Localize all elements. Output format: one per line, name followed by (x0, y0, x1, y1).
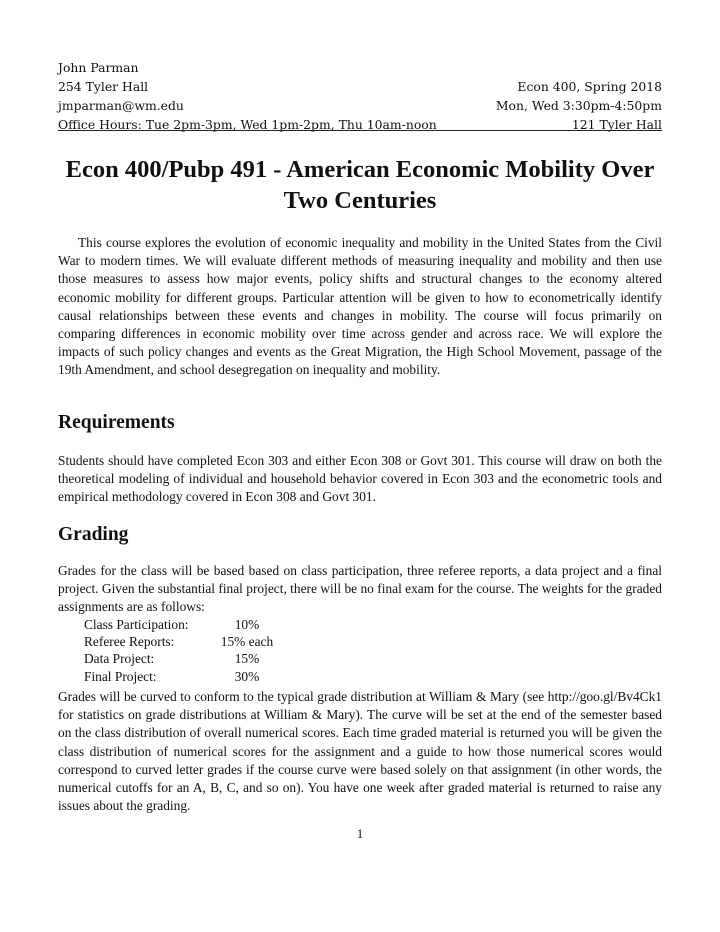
page-number: 1 (356, 826, 364, 841)
requirements-text: Students should have completed Econ 303 and either Econ 308 or Govt 301. This course will draw on both the theoretical modeling of individual and household behavior covered in Econ 303 and the econometric tools and empirical methodology covered in Econ 308 and Govt 301. (58, 453, 662, 505)
class-schedule: Mon, Wed 3:30pm-4:50pm (495, 98, 662, 113)
weight-label: Data Project: (84, 651, 155, 667)
requirements-heading: Requirements (58, 412, 175, 433)
curve-policy-text: Grades will be curved to conform to the typical grade distribution at William & Mary (see http://goo.gl/Bv4Ck1 for statistics on grade distributions at William & Mary). The curve will be set at the end of the semester based on the class distribution of overall numerical scores. Each time graded material is returned you will be given the class distribution of numerical scores for the assignment and a guide to how those numerical scores would correspond to curved letter grades if the course curve were based solely on that assignment (in other words, the numerical cutoffs for an A, B, C, and so on). You have one week after graded material is returned to raise any issues about the grading. (58, 689, 662, 814)
header-divider (58, 130, 662, 131)
grading-heading: Grading (58, 524, 129, 545)
grade-weight-row (84, 650, 282, 667)
weight-label: Referee Reports: (84, 634, 175, 650)
course-title: Econ 400/Pubp 491 - American Economic Mobility Over Two Centuries (65, 156, 655, 214)
header-row-3 (58, 96, 662, 115)
course-term: Econ 400, Spring 2018 (517, 79, 662, 94)
header-row-2 (58, 77, 662, 96)
weight-value: 15% (234, 651, 260, 667)
weight-value: 10% (234, 617, 260, 632)
grade-weights-list (84, 616, 282, 685)
instructor-email: jmparman@wm.edu (58, 98, 184, 113)
grade-weight-row (84, 633, 282, 650)
instructor-name: John Parman (58, 60, 139, 75)
weight-label: Class Participation: (84, 617, 189, 632)
grade-weight-row (84, 668, 282, 685)
course-description: This course explores the evolution of economic inequality and mobility in the United States from the Civil War to modern times. We will evaluate different methods of measuring inequality and mobility and then use those measures to assess how major events, policy shifts and structural changes to the economy altered economic mobility for different groups. Particular attention will be given to how to econometrically identify causal relationships between these events and changes in mobility. The course will focus primarily on comparing differences in economic mobility over time across gender and across race. We will explore the impacts of such policy changes and events as the Great Migration, the High School Movement, passage of the 19th Amendment, and school desegregation on inequality and mobility. (58, 235, 662, 378)
grade-weight-row (84, 616, 282, 633)
weight-value: 30% (234, 668, 260, 684)
office-hours: Office Hours: Tue 2pm-3pm, Wed 1pm-2pm, Thu 10am-noon (58, 117, 437, 132)
grading-text: Grades for the class will be based based on class participation, three referee reports, a data project and a final project. Given the substantial final project, there will be no final exam for the course. The weights for the graded assignments are as follows: (58, 563, 662, 615)
header-row-1 (58, 58, 662, 77)
weight-label: Final Project: (84, 668, 157, 684)
header-row-4 (58, 115, 662, 134)
office-location: 254 Tyler Hall (58, 79, 149, 94)
weight-value: 15% each (220, 634, 274, 650)
class-room: 121 Tyler Hall (571, 117, 662, 132)
header-block (58, 58, 662, 134)
